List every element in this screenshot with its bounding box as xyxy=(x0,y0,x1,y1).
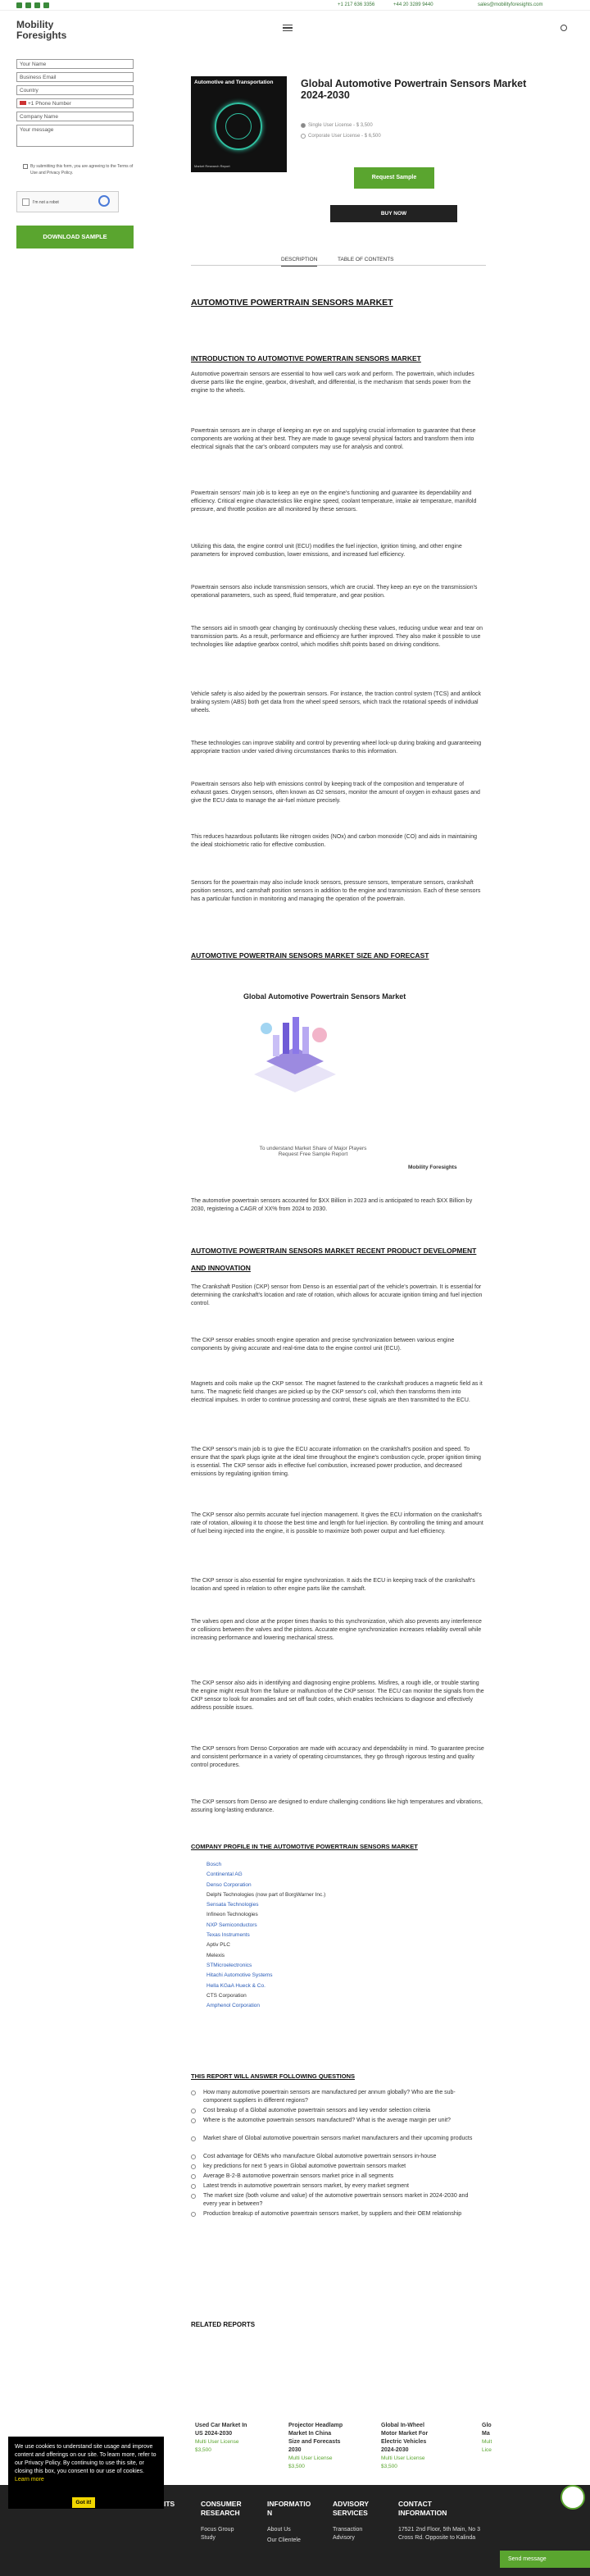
bullet-icon xyxy=(191,2194,196,2199)
question-item: key predictions for next 5 years in Global automotive powertrain sensors market xyxy=(203,2163,406,2169)
bullet-icon xyxy=(191,2174,196,2179)
footer-link[interactable]: About Us xyxy=(267,2527,291,2533)
infographic-caption: To understand Market Share of Major Players Request Free Sample Report xyxy=(259,1146,367,1157)
consent-text: By submitting this form, you are agreeing to the Terms of Use and Privacy Policy. xyxy=(30,164,134,176)
search-icon[interactable] xyxy=(560,25,567,31)
logo-line1: Mobility xyxy=(16,19,54,30)
message-field[interactable]: Your message xyxy=(16,125,134,147)
linkedin-icon[interactable] xyxy=(34,2,40,8)
related-title[interactable]: Global In-Wheel Motor Market For Electric Vehicles 2024-2030 xyxy=(381,2423,429,2453)
related-price: $3,500 xyxy=(381,2464,397,2469)
company-link[interactable]: Sensata Technologies xyxy=(206,1902,259,1908)
cookie-text: We use cookies to understand site usage and improve content and offerings on our site. To learn more, refer to our Privacy Policy. By continuing to use this site, or closing this box, you consent to our use of cookies. xyxy=(15,2444,157,2474)
company-link[interactable]: Denso Corporation xyxy=(206,1881,252,1888)
bullet-icon xyxy=(191,2109,196,2113)
email-link[interactable]: sales@mobilityforesights.com xyxy=(478,2,543,7)
paragraph: These technologies can improve stability and control by preventing wheel lock-up during braking and guaranteeing appropriate traction under varied driving circumstances thanks to this information. xyxy=(191,741,482,755)
paragraph: Magnets and coils make up the CKP sensor. The magnet fastened to the crankshaft produces a magnetic field as it turns. The magnetic field changes are picked up by the CKP sensor's coil, which then transforms them into electrical impulses. In order to continue processing and control, these signals are then transmitted to the ECU. xyxy=(191,1381,483,1403)
page-title: Global Automotive Powertrain Sensors Market 2024-2030 xyxy=(301,78,527,101)
license-radio-single[interactable] xyxy=(301,123,306,128)
company-link[interactable]: Bosch xyxy=(206,1862,222,1867)
logo-line2-wrap xyxy=(16,30,66,41)
footer-heading: INFORMATIO N xyxy=(267,2500,311,2517)
phone-field[interactable] xyxy=(16,98,134,108)
related-card[interactable] xyxy=(381,2422,437,2471)
size-heading: AUTOMOTIVE POWERTRAIN SENSORS MARKET SIZE AND FORECAST xyxy=(191,951,429,960)
paragraph: The Crankshaft Position (CKP) sensor from Denso is an essential part of the vehicle's powertrain. It is essential for determining the crankshaft's location and rate of rotation, which allows for accurate ignition timing and fuel injection control. xyxy=(191,1284,483,1306)
question-item: How many automotive powertrain sensors are manufactured per annum globally? Who are the sub-component suppliers in different regions? xyxy=(203,2090,456,2104)
article-heading: AUTOMOTIVE POWERTRAIN SENSORS MARKET xyxy=(191,298,393,308)
recent-heading: AUTOMOTIVE POWERTRAIN SENSORS MARKET RECENT PRODUCT DEVELOPMENT AND INNOVATION xyxy=(191,1247,477,1272)
cover-subtitle: Market Research Report xyxy=(194,164,230,168)
cover-title: Automotive and Transportation xyxy=(194,80,274,85)
question-item: Where is the automotive powertrain sensors manufactured? What is the average margin per unit? xyxy=(203,2118,451,2123)
question-item: The market size (both volume and value) of the automotive powertrain sensors market in 2024-2030 and every year in between? xyxy=(203,2193,469,2207)
footer-link[interactable]: Focus Group Study xyxy=(201,2527,234,2541)
company-link[interactable]: Continental AG xyxy=(206,1872,243,1878)
question-item: Cost breakup of a Global automotive powertrain sensors and key vendor selection criteria xyxy=(203,2108,431,2113)
logo-line2: Foresights xyxy=(16,30,67,41)
footer-heading: ADVISORY SERVICES xyxy=(333,2500,369,2517)
paragraph: The CKP sensors from Denso Corporation are made with accuracy and dependability in mind. To guarantee precise and consistent performance in a variety of operating circumstances, they go through rigorous testing and quality control procedures. xyxy=(191,1746,484,1768)
footer-heading: CONTACT INFORMATION xyxy=(398,2500,447,2517)
facebook-icon[interactable] xyxy=(16,2,22,8)
name-field[interactable]: Your Name xyxy=(16,59,134,69)
paragraph: Powertrain sensors also include transmission sensors, which are crucial. They keep an eye on the transmission's operational parameters, such as speed, fluid temperature, and gear position. xyxy=(191,585,478,599)
email-field[interactable]: Business Email xyxy=(16,72,134,82)
license-radio-corporate[interactable] xyxy=(301,134,306,139)
paragraph: The CKP sensor's main job is to give the ECU accurate information on the crankshaft's position and speed. To ensure that the spark plugs ignite at the ideal time throughout the engine's combustion cycle, proper ignition timing is essential. The CKP sensor aids in effective fuel combustion, increased power production, and decreased emissions by regulating ignition timing. xyxy=(191,1447,481,1477)
infographic-title: Global Automotive Powertrain Sensors Market xyxy=(243,992,406,1001)
buy-now-button[interactable]: BUY NOW xyxy=(330,205,457,222)
related-license: Multi User License xyxy=(381,2455,425,2461)
paragraph: Powertrain sensors are in charge of keeping an eye on and supplying crucial information to guarantee that these components are working at their best. They are made to gauge several physical factors and transform them into electrical signals that the car's onboard computers may use for analysis and control. xyxy=(191,428,476,450)
phone-us[interactable]: +1 217 636 3356 xyxy=(338,2,375,7)
company-link[interactable]: Texas Instruments xyxy=(206,1932,250,1939)
paragraph: The CKP sensors from Denso are designed to endure challenging conditions like high temperatures and vibrations, assuring long-lasting endurance. xyxy=(191,1799,483,1813)
footer-link[interactable]: Transaction Advisory xyxy=(333,2527,363,2541)
paragraph: Sensors for the powertrain may also include knock sensors, pressure sensors, temperature sensors, crankshaft position sensors, and camshaft position sensors in addition to the engine and transmission. Each of these sensors has a particular function in monitoring and managing the operation of the powertrain. xyxy=(191,880,481,902)
company-link[interactable]: NXP Semiconductors xyxy=(206,1922,257,1928)
question-item: Market share of Global automotive powertrain sensors market manufacturers and their upcoming products xyxy=(203,2136,473,2141)
speedometer-inner xyxy=(225,113,252,139)
paragraph: The CKP sensor also aids in identifying and diagnosing engine problems. Misfires, a rough idle, or trouble starting the engine might result from the failure or malfunction of the CKP sensor. The ECU can monitor the signals from the CKP sensor to look for anomalies and set off fault codes, which enables technicians to diagnose and effectively address possible issues. xyxy=(191,1680,484,1711)
flag-icon xyxy=(20,101,26,105)
bullet-icon xyxy=(191,2136,196,2141)
license-corporate-label: Corporate User License - $ 6,500 xyxy=(308,134,381,139)
related-card[interactable] xyxy=(482,2422,498,2455)
bullet-icon xyxy=(191,2154,196,2159)
related-license: Mult Lice xyxy=(482,2439,492,2453)
paragraph: The sensors aid in smooth gear changing by continuously checking these values, reducing undue wear and tear on transmission parts. As a result, performance and efficiency are further improved. They also make it possible to use technologies like adaptive gearbox control, which modifies shift points based on driving conditions. xyxy=(191,626,483,648)
got-it-button[interactable]: Got it! xyxy=(72,2497,95,2508)
related-title[interactable]: Glo Ma xyxy=(482,2423,492,2437)
infographic-watermark: Mobility Foresights xyxy=(408,1165,457,1170)
phone-code[interactable]: +1 xyxy=(28,101,34,107)
paragraph: Powertrain sensors' main job is to keep an eye on the engine's functioning and guarantee its dependability and efficiency. Critical engine characteristics like engine speed, coolant temperature, intake air temperature, manifold pressure, and throttle position are all monitored by these sensors. xyxy=(191,490,477,513)
related-title[interactable]: Used Car Market In US 2024-2030 xyxy=(195,2423,247,2437)
company-link[interactable]: Hella KGaA Hueck & Co. xyxy=(206,1982,266,1989)
paragraph: The CKP sensor enables smooth engine operation and precise synchronization between various engine components by giving accurate and real-time data to the engine control unit (ECU). xyxy=(191,1338,455,1352)
related-price: $3,500 xyxy=(288,2464,305,2469)
question-item: Cost advantage for OEMs who manufacture Global automotive powertrain sensors in-house xyxy=(203,2154,437,2159)
youtube-icon[interactable] xyxy=(43,2,49,8)
paragraph: The automotive powertrain sensors accounted for $XX Billion in 2023 and is anticipated to reach $XX Billion by 2030, registering a CAGR of XX% from 2024 to 2030. xyxy=(191,1198,473,1212)
recaptcha-icon xyxy=(98,195,110,207)
bullet-icon xyxy=(191,2118,196,2123)
download-sample-button[interactable]: DOWNLOAD SAMPLE xyxy=(16,226,134,248)
company-heading: COMPANY PROFILE IN THE AUTOMOTIVE POWERTRAIN SENSORS MARKET xyxy=(191,1843,418,1850)
paragraph: This reduces hazardous pollutants like nitrogen oxides (NOx) and carbon monoxide (CO) and aids in maintaining the ideal stoichiometric ratio for effective combustion. xyxy=(191,834,478,848)
intro-heading: INTRODUCTION TO AUTOMOTIVE POWERTRAIN SENSORS MARKET xyxy=(191,354,421,362)
related-card[interactable] xyxy=(288,2422,344,2471)
related-card[interactable] xyxy=(195,2422,251,2455)
captcha-checkbox[interactable] xyxy=(22,198,30,206)
related-license: Multi User License xyxy=(195,2439,239,2445)
chat-icon[interactable] xyxy=(560,2485,585,2510)
header xyxy=(0,11,590,44)
captcha-label: I'm not a robot xyxy=(33,200,59,205)
question-item: Production breakup of automotive powertrain sensors market, by suppliers and their OEM relationship xyxy=(203,2211,462,2217)
question-item: Average B-2-B automotive powertrain sensors market price in all segments xyxy=(203,2173,394,2179)
questions-heading: THIS REPORT WILL ANSWER FOLLOWING QUESTIONS xyxy=(191,2072,355,2080)
questions-list xyxy=(191,2089,486,2302)
company-item: Infineon Technologies xyxy=(206,1912,258,1918)
bullet-icon xyxy=(191,2090,196,2095)
consent-checkbox[interactable] xyxy=(23,164,28,169)
isometric-illustration xyxy=(250,1010,340,1092)
logo[interactable] xyxy=(16,19,53,30)
related-license: Multi User License xyxy=(288,2455,333,2461)
paragraph: The CKP sensor also permits accurate fuel injection management. It gives the ECU information on the crankshaft's rate of rotation, allowing it to choose the best time and length for fuel injection. By controlling the timing and amount of fuel being injected into the engine, it is possible to maximize both power output and fuel efficiency. xyxy=(191,1512,483,1534)
paragraph: Vehicle safety is also aided by the powertrain sensors. For instance, the traction control system (TCS) and antilock braking system (ABS) both get data from the wheel speed sensors, which track the rotational speeds of individual wheels. xyxy=(191,691,482,714)
twitter-icon[interactable] xyxy=(25,2,31,8)
company-item: Melexis xyxy=(206,1952,225,1958)
request-sample-button[interactable] xyxy=(354,167,434,189)
company-list xyxy=(206,1860,325,2011)
footer-heading: ITS xyxy=(164,2500,175,2508)
phone-placeholder: Phone Number xyxy=(35,101,71,107)
bullet-icon xyxy=(191,2212,196,2217)
company-item: Delphi Technologies (now part of BorgWarner Inc.) xyxy=(206,1891,326,1898)
footer-link[interactable]: Our Clientele xyxy=(267,2537,301,2543)
whatsapp-button[interactable]: Send message xyxy=(500,2551,590,2568)
company-item: CTS Corporation xyxy=(206,1992,247,1999)
paragraph: Automotive powertrain sensors are essential to how well cars work and perform. The powertrain, which includes diverse parts like the engine, gearbox, driveshaft, and differential, is the mechanism that sends power from the engine to the wheels. xyxy=(191,372,474,394)
tab-description[interactable]: DESCRIPTION xyxy=(281,257,317,267)
phone-uk[interactable]: +44 20 3289 9440 xyxy=(393,2,433,7)
bullet-icon xyxy=(191,2164,196,2169)
paragraph: The CKP sensor is also essential for engine synchronization. It aids the ECU in keeping track of the crankshaft's location and speed in relation to other engine parts like the camshaft. xyxy=(191,1578,475,1592)
company-item: Aptiv PLC xyxy=(206,1942,230,1949)
company-link[interactable]: STMicroelectronics xyxy=(206,1962,252,1968)
menu-icon[interactable] xyxy=(283,25,293,31)
related-title[interactable]: Projector Headlamp Market In China Size and Forecasts 2030 xyxy=(288,2423,343,2453)
paragraph: Powertrain sensors also help with emissions control by keeping track of the composition and temperature of exhaust gases. Oxygen sensors, often known as O2 sensors, monitor the amount of oxygen in exhaust gases and give the ECU data to manage the air-fuel mixture precisely. xyxy=(191,782,480,804)
bullet-icon xyxy=(191,2184,196,2189)
company-field[interactable]: Company Name xyxy=(16,112,134,121)
related-heading: RELATED REPORTS xyxy=(191,2321,256,2328)
request-sample-label: Request Sample xyxy=(371,175,417,180)
company-link[interactable]: Amphenol Corporation xyxy=(206,2003,261,2009)
country-field[interactable]: Country xyxy=(16,85,134,95)
related-price: $3,500 xyxy=(195,2447,211,2453)
footer-address: 17521 2nd Floor, 5th Main, No 3 Cross Rd. Opposite to Kalinda xyxy=(398,2527,481,2541)
paragraph: Utilizing this data, the engine control unit (ECU) modifies the fuel injection, ignition timing, and other engine parameters for improved combustion, lower emissions, and increased fuel efficiency. xyxy=(191,544,462,558)
tab-table-of-contents[interactable]: TABLE OF CONTENTS xyxy=(338,257,394,262)
paragraph: The valves open and close at the proper times thanks to this synchronization, which also prevents any interference or collisions between the valves and the pistons. Accurate engine synchronization increases reliability overall while increasing performance and lowering mechanical stress. xyxy=(191,1619,482,1641)
question-item: Latest trends in automotive powertrain sensors market, by every market segment xyxy=(203,2183,409,2189)
company-link[interactable]: Hitachi Automotive Systems xyxy=(206,1972,273,1979)
footer-heading: CONSUMER RESEARCH xyxy=(201,2500,242,2517)
license-single-label: Single User License - $ 3,500 xyxy=(308,123,373,128)
learn-more-link[interactable]: Learn more xyxy=(15,2477,44,2483)
